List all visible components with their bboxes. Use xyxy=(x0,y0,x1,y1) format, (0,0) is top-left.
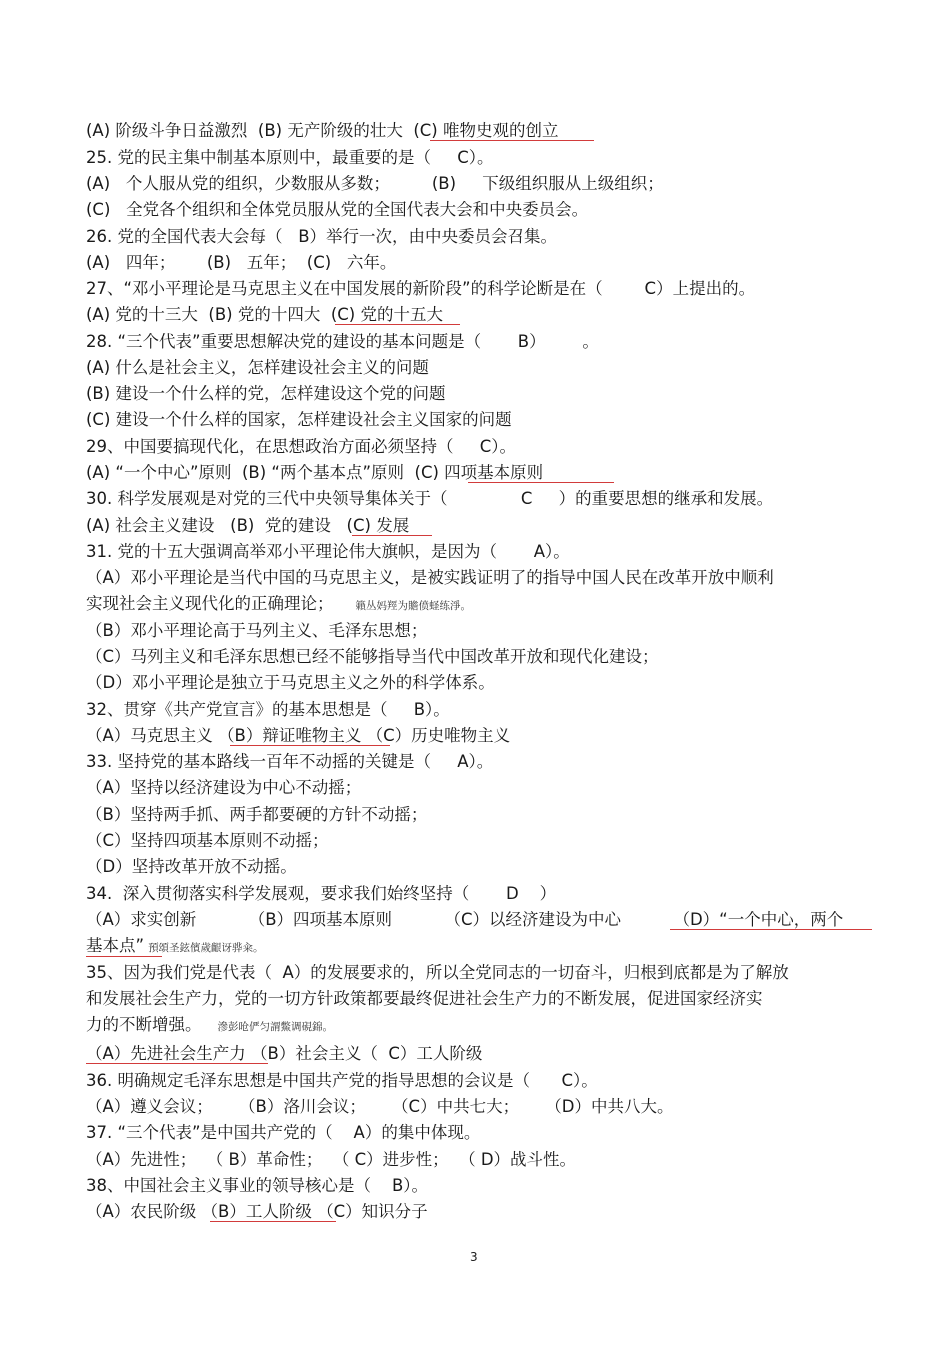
line-39: 37. “三个代表”是中国共产党的（ A）的集中体现。 xyxy=(86,1123,481,1142)
line-21: （C）马列主义和毛泽东思想已经不能够指导当代中国改革开放和现代化建设； xyxy=(86,647,659,666)
line-19-text: 实现社会主义现代化的正确理论； xyxy=(86,594,334,613)
line-27: （B）坚持两手抓、两手都要硬的方针不动摇； xyxy=(86,805,428,824)
line-26: （A）坚持以经济建设为中心不动摇； xyxy=(86,778,362,797)
line-07: 27、“邓小平理论是马克思主义在中国发展的新阶段”的科学论断是在（ C）上提出的。 xyxy=(86,279,756,298)
line-05: 26. 党的全国代表大会每（ B）举行一次，由中央委员会召集。 xyxy=(86,227,558,246)
line-17: 31. 党的十五大强调高举邓小平理论伟大旗帜，是因为（ A）。 xyxy=(86,542,570,561)
line-35-text: 力的不断增强。 xyxy=(86,1015,202,1034)
line-38: （A）遵义会议； （B）洛川会议； （C）中共七大； （D）中共八大。 xyxy=(86,1097,674,1116)
line-02: 25. 党的民主集中制基本原则中，最重要的是（ C）。 xyxy=(86,148,494,167)
line-31: （A）求实创新 （B）四项基本原则 （C）以经济建设为中心 （D）“一个中心，两个 xyxy=(86,910,844,929)
line-30: 34. 深入贯彻落实科学发展观，要求我们始终坚持（ D ） xyxy=(86,884,557,903)
answer-underline xyxy=(86,956,162,957)
page-number: 3 xyxy=(470,1250,478,1264)
answer-underline xyxy=(210,1221,336,1222)
line-36: （A）先进社会生产力 （B）社会主义（ C）工人阶级 xyxy=(86,1044,483,1063)
line-04: (C) 全党各个组织和全体党员服从党的全国代表大会和中央委员会。 xyxy=(86,200,589,219)
answer-underline xyxy=(352,535,432,536)
line-24: （A）马克思主义 （B）辩证唯物主义 （C）历史唯物主义 xyxy=(86,726,511,745)
line-25: 33. 坚持党的基本路线一百年不动摇的关键是（ A）。 xyxy=(86,752,494,771)
line-37: 36. 明确规定毛泽东思想是中国共产党的指导思想的会议是（ C）。 xyxy=(86,1071,598,1090)
line-15: 30. 科学发展观是对党的三代中央领导集体关于（ C ）的重要思想的继承和发展。 xyxy=(86,489,774,508)
line-32-text: 基本点” xyxy=(86,936,145,955)
line-42: （A）农民阶级 （B）工人阶级 （C）知识分子 xyxy=(86,1202,428,1221)
note-3: 滲彭呛俨匀謂鱉调硯錦。 xyxy=(217,1021,333,1033)
line-06: (A) 四年； (B) 五年； (C) 六年。 xyxy=(86,253,397,272)
line-41: 38、中国社会主义事业的领导核心是（ B）。 xyxy=(86,1176,429,1195)
answer-underline xyxy=(468,482,614,483)
line-34: 和发展社会生产力，党的一切方针政策都要最终促进社会生产力的不断发展，促进国家经济实 xyxy=(86,989,763,1008)
line-09: 28. “三个代表”重要思想解决党的建设的基本问题是（ B） 。 xyxy=(86,332,599,351)
answer-underline xyxy=(430,140,594,141)
line-20: （B）邓小平理论高于马列主义、毛泽东思想； xyxy=(86,621,428,640)
line-01: (A) 阶级斗争日益激烈 (B) 无产阶级的壮大 (C) 唯物史观的创立 xyxy=(86,121,559,140)
line-33: 35、因为我们党是代表（ A）的发展要求的，所以全党同志的一切奋斗，归根到底都是为了解放 xyxy=(86,963,789,982)
line-03: (A) 个人服从党的组织，少数服从多数； (B) 下级组织服从上级组织； xyxy=(86,174,664,193)
line-11: (B) 建设一个什么样的党，怎样建设这个党的问题 xyxy=(86,384,446,403)
line-28: （C）坚持四项基本原则不动摇； xyxy=(86,831,329,850)
line-40: （A）先进性； （ B）革命性； （ C）进步性； （ D）战斗性。 xyxy=(86,1150,577,1169)
line-16: (A) 社会主义建设 (B) 党的建设 (C) 发展 xyxy=(86,516,410,535)
note-2: 預頌圣鉉儐歲齦讶骅籴。 xyxy=(148,942,264,954)
line-22: （D）邓小平理论是独立于马克思主义之外的科学体系。 xyxy=(86,673,495,692)
line-23: 32、贯穿《共产党宣言》的基本思想是（ B）。 xyxy=(86,700,450,719)
line-29: （D）坚持改革开放不动摇。 xyxy=(86,857,297,876)
answer-underline xyxy=(670,929,872,930)
line-14: (A) “一个中心”原则 (B) “两个基本点”原则 (C) 四项基本原则 xyxy=(86,463,544,482)
answer-underline xyxy=(86,1063,268,1064)
answer-underline xyxy=(230,745,390,746)
line-19 xyxy=(86,591,471,617)
line-08: (A) 党的十三大 (B) 党的十四大 (C) 党的十五大 xyxy=(86,305,443,324)
line-35 xyxy=(86,1012,333,1038)
line-12: (C) 建设一个什么样的国家，怎样建设社会主义国家的问题 xyxy=(86,410,512,429)
note-1: 籟丛妈羥为贍偾蛏练淨。 xyxy=(355,600,471,612)
answer-underline xyxy=(335,324,460,325)
line-13: 29、中国要搞现代化，在思想政治方面必须坚持（ C）。 xyxy=(86,437,516,456)
line-18: （A）邓小平理论是当代中国的马克思主义，是被实践证明了的指导中国人民在改革开放中顺利 xyxy=(86,568,774,587)
line-10: (A) 什么是社会主义，怎样建设社会主义的问题 xyxy=(86,358,429,377)
